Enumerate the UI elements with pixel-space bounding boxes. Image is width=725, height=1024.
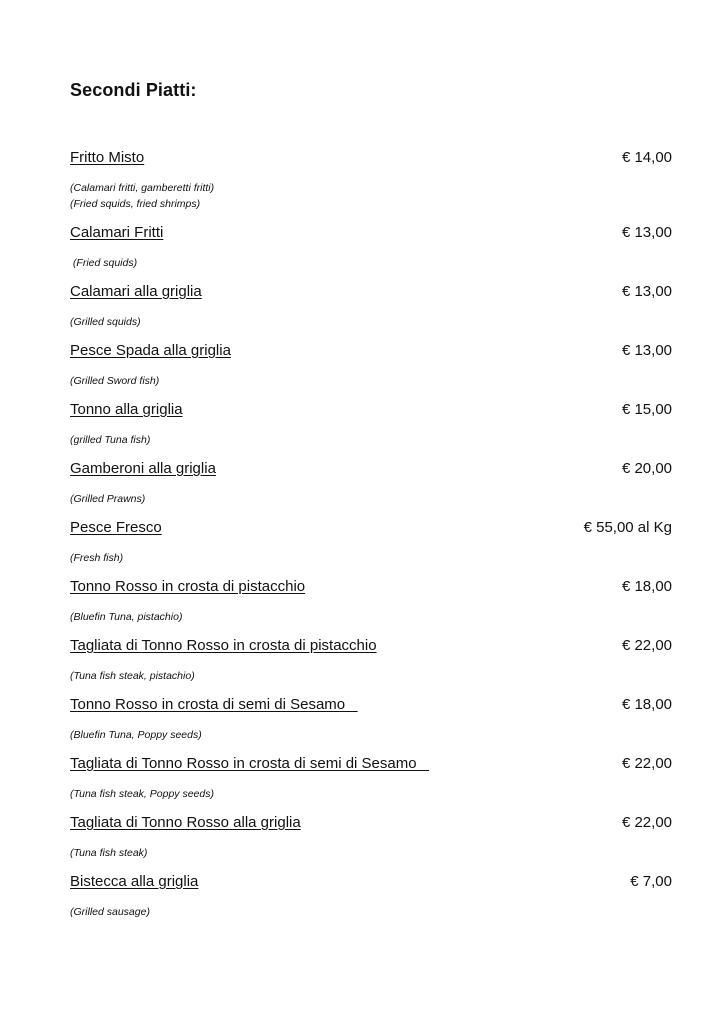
dish-description bbox=[70, 314, 141, 330]
menu-list bbox=[70, 148, 672, 931]
dish-name: Pesce Fresco bbox=[70, 519, 162, 536]
dish-name: Bistecca alla griglia bbox=[70, 873, 199, 890]
dish-name: Gamberoni alla griglia bbox=[70, 460, 216, 477]
dish-price: € 14,00 bbox=[621, 149, 672, 166]
dish-description-line: (Grilled sausage) bbox=[70, 906, 150, 918]
menu-item bbox=[70, 636, 672, 695]
dish-name: Tagliata di Tonno Rosso alla griglia bbox=[70, 814, 301, 831]
dish-description bbox=[70, 491, 145, 507]
dish-price: € 13,00 bbox=[621, 283, 672, 300]
menu-item bbox=[70, 695, 672, 754]
dish-price: € 22,00 bbox=[621, 814, 672, 831]
dish-price: € 22,00 bbox=[621, 637, 672, 654]
menu-item bbox=[70, 872, 672, 931]
dish-description bbox=[70, 432, 150, 448]
dish-name: Calamari Fritti bbox=[70, 224, 164, 241]
dish-name: Tagliata di Tonno Rosso in crosta di pistacchio bbox=[70, 637, 377, 654]
dish-price: € 22,00 bbox=[621, 755, 672, 772]
dish-name: Tonno Rosso in crosta di pistacchio bbox=[70, 578, 306, 595]
dish-description-line: (Tuna fish steak, pistachio) bbox=[70, 670, 195, 682]
dish-price: € 7,00 bbox=[630, 873, 672, 890]
dish-price: € 18,00 bbox=[621, 578, 672, 595]
dish-name: Tagliata di Tonno Rosso in crosta di semi di Sesamo bbox=[70, 755, 430, 772]
dish-price: € 13,00 bbox=[621, 342, 672, 359]
dish-price: € 13,00 bbox=[621, 224, 672, 241]
dish-description-line: (Fresh fish) bbox=[70, 552, 124, 564]
dish-description-line: (grilled Tuna fish) bbox=[70, 434, 151, 446]
menu-item bbox=[70, 518, 672, 577]
dish-description-line: (Fried squids) bbox=[70, 257, 138, 269]
dish-description-line: (Tuna fish steak, Poppy seeds) bbox=[70, 788, 214, 800]
menu-item bbox=[70, 400, 672, 459]
dish-description bbox=[70, 255, 137, 271]
dish-description bbox=[70, 373, 159, 389]
menu-item bbox=[70, 282, 672, 341]
dish-price: € 15,00 bbox=[621, 401, 672, 418]
dish-description bbox=[70, 550, 123, 566]
dish-description-line: (Bluefin Tuna, Poppy seeds) bbox=[70, 729, 202, 741]
dish-description bbox=[70, 786, 214, 802]
menu-item bbox=[70, 459, 672, 518]
dish-name: Tonno Rosso in crosta di semi di Sesamo bbox=[70, 696, 358, 713]
dish-description bbox=[70, 668, 195, 684]
dish-name: Calamari alla griglia bbox=[70, 283, 202, 300]
dish-description-line: (Tuna fish steak) bbox=[70, 847, 148, 859]
dish-price: € 55,00 al Kg bbox=[583, 519, 672, 536]
menu-item bbox=[70, 754, 672, 813]
dish-description bbox=[70, 180, 214, 212]
dish-price: € 18,00 bbox=[621, 696, 672, 713]
menu-item bbox=[70, 148, 672, 223]
menu-item bbox=[70, 341, 672, 400]
menu-item bbox=[70, 223, 672, 282]
dish-description bbox=[70, 727, 202, 743]
section-title: Secondi Piatti: bbox=[70, 80, 197, 100]
dish-description bbox=[70, 609, 182, 625]
menu-item bbox=[70, 577, 672, 636]
dish-name: Pesce Spada alla griglia bbox=[70, 342, 231, 359]
dish-name: Fritto Misto bbox=[70, 149, 145, 166]
dish-description bbox=[70, 845, 147, 861]
dish-description-line: (Fried squids, fried shrimps) bbox=[70, 198, 201, 210]
dish-description-line: (Grilled Sword fish) bbox=[70, 375, 160, 387]
dish-description-line: (Calamari fritti, gamberetti fritti) bbox=[70, 182, 215, 194]
dish-description-line: (Grilled Prawns) bbox=[70, 493, 146, 505]
dish-description-line: (Bluefin Tuna, pistachio) bbox=[70, 611, 183, 623]
dish-name: Tonno alla griglia bbox=[70, 401, 183, 418]
dish-price: € 20,00 bbox=[621, 460, 672, 477]
dish-description-line: (Grilled squids) bbox=[70, 316, 141, 328]
dish-description bbox=[70, 904, 150, 920]
menu-item bbox=[70, 813, 672, 872]
